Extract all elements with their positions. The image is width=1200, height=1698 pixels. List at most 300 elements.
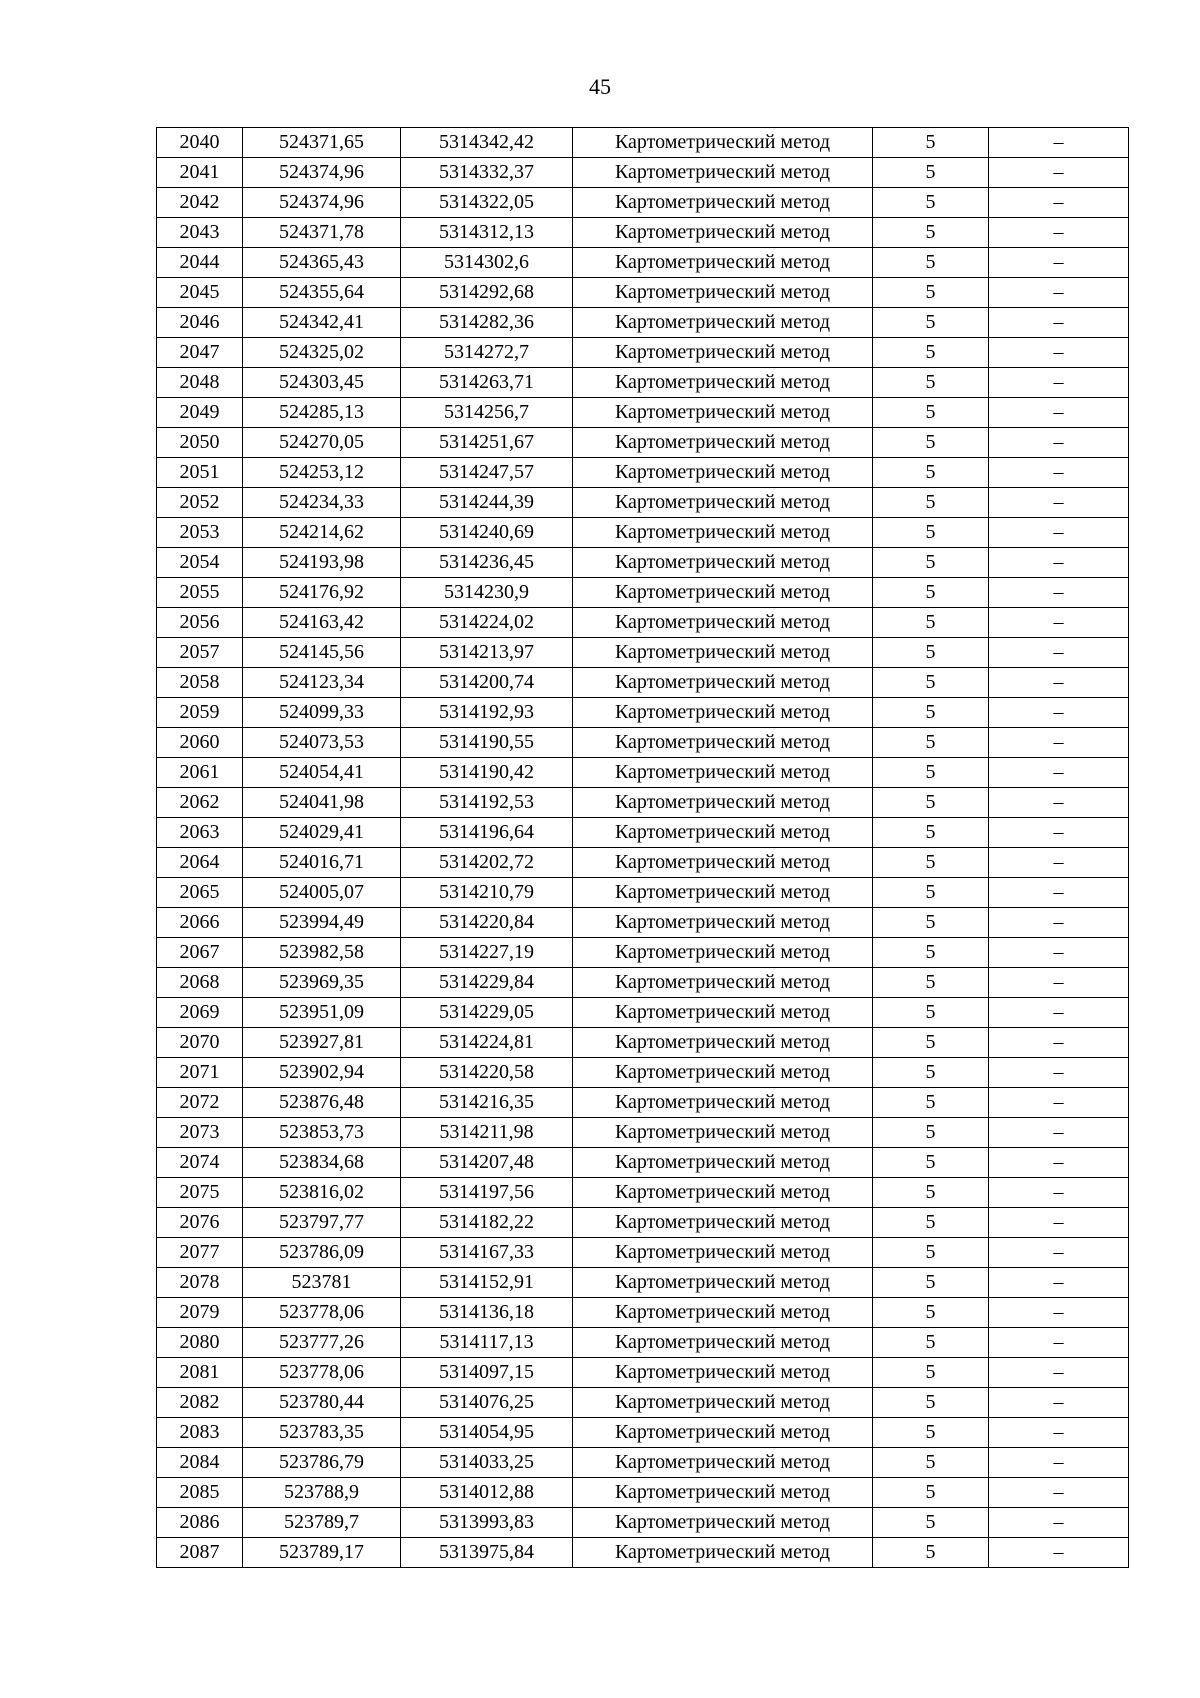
point-number-cell: 2042 [157,188,243,218]
y-coordinate-cell: 5314229,84 [401,968,573,998]
accuracy-cell: 5 [873,908,989,938]
table-row [157,428,1129,458]
y-coordinate-cell: 5314012,88 [401,1478,573,1508]
accuracy-cell: 5 [873,158,989,188]
y-coordinate-cell: 5314227,19 [401,938,573,968]
accuracy-cell: 5 [873,758,989,788]
x-coordinate-cell: 524374,96 [243,188,401,218]
point-number-cell: 2072 [157,1088,243,1118]
note-cell: – [989,788,1129,818]
y-coordinate-cell: 5314256,7 [401,398,573,428]
accuracy-cell: 5 [873,248,989,278]
point-number-cell: 2085 [157,1478,243,1508]
y-coordinate-cell: 5314292,68 [401,278,573,308]
x-coordinate-cell: 524005,07 [243,878,401,908]
table-row [157,188,1129,218]
note-cell: – [989,728,1129,758]
table-row [157,1028,1129,1058]
x-coordinate-cell: 524054,41 [243,758,401,788]
table-row [157,1178,1129,1208]
x-coordinate-cell: 524371,78 [243,218,401,248]
y-coordinate-cell: 5314229,05 [401,998,573,1028]
method-cell: Картометрический метод [573,248,873,278]
method-cell: Картометрический метод [573,158,873,188]
x-coordinate-cell: 524029,41 [243,818,401,848]
method-cell: Картометрический метод [573,1538,873,1568]
table-row [157,1508,1129,1538]
table-row [157,458,1129,488]
method-cell: Картометрический метод [573,518,873,548]
method-cell: Картометрический метод [573,578,873,608]
x-coordinate-cell: 524176,92 [243,578,401,608]
x-coordinate-cell: 523780,44 [243,1388,401,1418]
note-cell: – [989,968,1129,998]
accuracy-cell: 5 [873,1358,989,1388]
point-number-cell: 2053 [157,518,243,548]
x-coordinate-cell: 524374,96 [243,158,401,188]
note-cell: – [989,338,1129,368]
note-cell: – [989,548,1129,578]
table-row [157,1058,1129,1088]
table-row [157,1088,1129,1118]
x-coordinate-cell: 524016,71 [243,848,401,878]
y-coordinate-cell: 5314263,71 [401,368,573,398]
x-coordinate-cell: 524253,12 [243,458,401,488]
table-row [157,1388,1129,1418]
y-coordinate-cell: 5314192,53 [401,788,573,818]
note-cell: – [989,1238,1129,1268]
method-cell: Картометрический метод [573,1118,873,1148]
point-number-cell: 2040 [157,128,243,158]
point-number-cell: 2084 [157,1448,243,1478]
x-coordinate-cell: 523777,26 [243,1328,401,1358]
method-cell: Картометрический метод [573,1208,873,1238]
note-cell: – [989,398,1129,428]
x-coordinate-cell: 523927,81 [243,1028,401,1058]
table-row [157,818,1129,848]
method-cell: Картометрический метод [573,1028,873,1058]
method-cell: Картометрический метод [573,218,873,248]
method-cell: Картометрический метод [573,398,873,428]
note-cell: – [989,368,1129,398]
y-coordinate-cell: 5314136,18 [401,1298,573,1328]
x-coordinate-cell: 523876,48 [243,1088,401,1118]
accuracy-cell: 5 [873,788,989,818]
accuracy-cell: 5 [873,548,989,578]
method-cell: Картометрический метод [573,188,873,218]
method-cell: Картометрический метод [573,608,873,638]
y-coordinate-cell: 5314076,25 [401,1388,573,1418]
table-row [157,248,1129,278]
table-row [157,728,1129,758]
note-cell: – [989,458,1129,488]
point-number-cell: 2087 [157,1538,243,1568]
point-number-cell: 2075 [157,1178,243,1208]
accuracy-cell: 5 [873,1448,989,1478]
method-cell: Картометрический метод [573,968,873,998]
accuracy-cell: 5 [873,1478,989,1508]
y-coordinate-cell: 5313975,84 [401,1538,573,1568]
point-number-cell: 2054 [157,548,243,578]
method-cell: Картометрический метод [573,1478,873,1508]
x-coordinate-cell: 524193,98 [243,548,401,578]
accuracy-cell: 5 [873,188,989,218]
point-number-cell: 2070 [157,1028,243,1058]
x-coordinate-cell: 523994,49 [243,908,401,938]
table-row [157,1538,1129,1568]
y-coordinate-cell: 5314190,55 [401,728,573,758]
point-number-cell: 2058 [157,668,243,698]
x-coordinate-cell: 523951,09 [243,998,401,1028]
y-coordinate-cell: 5314190,42 [401,758,573,788]
point-number-cell: 2045 [157,278,243,308]
x-coordinate-cell: 523786,09 [243,1238,401,1268]
point-number-cell: 2059 [157,698,243,728]
y-coordinate-cell: 5314272,7 [401,338,573,368]
x-coordinate-cell: 524234,33 [243,488,401,518]
accuracy-cell: 5 [873,278,989,308]
table-row [157,1238,1129,1268]
method-cell: Картометрический метод [573,638,873,668]
point-number-cell: 2057 [157,638,243,668]
table-row [157,1208,1129,1238]
note-cell: – [989,608,1129,638]
accuracy-cell: 5 [873,1268,989,1298]
y-coordinate-cell: 5314210,79 [401,878,573,908]
y-coordinate-cell: 5314220,84 [401,908,573,938]
x-coordinate-cell: 524365,43 [243,248,401,278]
table-row [157,338,1129,368]
method-cell: Картометрический метод [573,758,873,788]
accuracy-cell: 5 [873,1178,989,1208]
table-row [157,548,1129,578]
method-cell: Картометрический метод [573,368,873,398]
point-number-cell: 2073 [157,1118,243,1148]
method-cell: Картометрический метод [573,728,873,758]
point-number-cell: 2082 [157,1388,243,1418]
note-cell: – [989,758,1129,788]
coordinates-table-body [157,128,1129,1568]
note-cell: – [989,878,1129,908]
method-cell: Картометрический метод [573,1298,873,1328]
table-row [157,398,1129,428]
method-cell: Картометрический метод [573,1238,873,1268]
y-coordinate-cell: 5314220,58 [401,1058,573,1088]
x-coordinate-cell: 524371,65 [243,128,401,158]
table-row [157,278,1129,308]
accuracy-cell: 5 [873,1118,989,1148]
note-cell: – [989,518,1129,548]
point-number-cell: 2077 [157,1238,243,1268]
method-cell: Картометрический метод [573,1508,873,1538]
y-coordinate-cell: 5314182,22 [401,1208,573,1238]
table-row [157,788,1129,818]
method-cell: Картометрический метод [573,848,873,878]
y-coordinate-cell: 5314251,67 [401,428,573,458]
table-row [157,758,1129,788]
table-row [157,998,1129,1028]
y-coordinate-cell: 5314211,98 [401,1118,573,1148]
point-number-cell: 2062 [157,788,243,818]
x-coordinate-cell: 523786,79 [243,1448,401,1478]
note-cell: – [989,638,1129,668]
y-coordinate-cell: 5314312,13 [401,218,573,248]
x-coordinate-cell: 524303,45 [243,368,401,398]
method-cell: Картометрический метод [573,128,873,158]
point-number-cell: 2056 [157,608,243,638]
accuracy-cell: 5 [873,818,989,848]
accuracy-cell: 5 [873,308,989,338]
note-cell: – [989,428,1129,458]
method-cell: Картометрический метод [573,338,873,368]
method-cell: Картометрический метод [573,668,873,698]
x-coordinate-cell: 523982,58 [243,938,401,968]
accuracy-cell: 5 [873,1298,989,1328]
method-cell: Картометрический метод [573,1388,873,1418]
point-number-cell: 2051 [157,458,243,488]
x-coordinate-cell: 524270,05 [243,428,401,458]
method-cell: Картометрический метод [573,908,873,938]
note-cell: – [989,158,1129,188]
page-number: 45 [589,74,611,99]
table-row [157,1328,1129,1358]
note-cell: – [989,1418,1129,1448]
method-cell: Картометрический метод [573,308,873,338]
table-row [157,158,1129,188]
note-cell: – [989,1448,1129,1478]
x-coordinate-cell: 524285,13 [243,398,401,428]
accuracy-cell: 5 [873,638,989,668]
point-number-cell: 2069 [157,998,243,1028]
y-coordinate-cell: 5314167,33 [401,1238,573,1268]
table-row [157,608,1129,638]
note-cell: – [989,1268,1129,1298]
point-number-cell: 2074 [157,1148,243,1178]
method-cell: Картометрический метод [573,1058,873,1088]
point-number-cell: 2041 [157,158,243,188]
point-number-cell: 2079 [157,1298,243,1328]
note-cell: – [989,248,1129,278]
accuracy-cell: 5 [873,968,989,998]
table-row [157,1148,1129,1178]
x-coordinate-cell: 523816,02 [243,1178,401,1208]
table-row [157,518,1129,548]
accuracy-cell: 5 [873,728,989,758]
x-coordinate-cell: 524073,53 [243,728,401,758]
note-cell: – [989,1508,1129,1538]
method-cell: Картометрический метод [573,788,873,818]
point-number-cell: 2083 [157,1418,243,1448]
accuracy-cell: 5 [873,938,989,968]
point-number-cell: 2049 [157,398,243,428]
point-number-cell: 2078 [157,1268,243,1298]
note-cell: – [989,578,1129,608]
accuracy-cell: 5 [873,1538,989,1568]
method-cell: Картометрический метод [573,698,873,728]
table-row [157,1118,1129,1148]
point-number-cell: 2048 [157,368,243,398]
method-cell: Картометрический метод [573,1268,873,1298]
accuracy-cell: 5 [873,398,989,428]
x-coordinate-cell: 524325,02 [243,338,401,368]
x-coordinate-cell: 523788,9 [243,1478,401,1508]
point-number-cell: 2086 [157,1508,243,1538]
note-cell: – [989,1028,1129,1058]
point-number-cell: 2076 [157,1208,243,1238]
table-row [157,368,1129,398]
coordinates-table [156,127,1129,1568]
note-cell: – [989,1178,1129,1208]
x-coordinate-cell: 524214,62 [243,518,401,548]
y-coordinate-cell: 5314213,97 [401,638,573,668]
accuracy-cell: 5 [873,608,989,638]
method-cell: Картометрический метод [573,998,873,1028]
y-coordinate-cell: 5314207,48 [401,1148,573,1178]
point-number-cell: 2063 [157,818,243,848]
y-coordinate-cell: 5314322,05 [401,188,573,218]
method-cell: Картометрический метод [573,278,873,308]
x-coordinate-cell: 523789,7 [243,1508,401,1538]
note-cell: – [989,1208,1129,1238]
y-coordinate-cell: 5314230,9 [401,578,573,608]
y-coordinate-cell: 5314282,36 [401,308,573,338]
table-row [157,1448,1129,1478]
accuracy-cell: 5 [873,128,989,158]
point-number-cell: 2067 [157,938,243,968]
x-coordinate-cell: 523783,35 [243,1418,401,1448]
note-cell: – [989,1328,1129,1358]
accuracy-cell: 5 [873,668,989,698]
table-row [157,1268,1129,1298]
point-number-cell: 2044 [157,248,243,278]
method-cell: Картометрический метод [573,1088,873,1118]
note-cell: – [989,128,1129,158]
accuracy-cell: 5 [873,1328,989,1358]
point-number-cell: 2081 [157,1358,243,1388]
accuracy-cell: 5 [873,1508,989,1538]
table-row [157,878,1129,908]
method-cell: Картометрический метод [573,548,873,578]
y-coordinate-cell: 5314216,35 [401,1088,573,1118]
accuracy-cell: 5 [873,998,989,1028]
accuracy-cell: 5 [873,338,989,368]
method-cell: Картометрический метод [573,1358,873,1388]
y-coordinate-cell: 5314200,74 [401,668,573,698]
note-cell: – [989,698,1129,728]
method-cell: Картометрический метод [573,488,873,518]
y-coordinate-cell: 5314302,6 [401,248,573,278]
table-row [157,698,1129,728]
point-number-cell: 2065 [157,878,243,908]
note-cell: – [989,1358,1129,1388]
y-coordinate-cell: 5314097,15 [401,1358,573,1388]
table-row [157,1478,1129,1508]
x-coordinate-cell: 523789,17 [243,1538,401,1568]
note-cell: – [989,1478,1129,1508]
x-coordinate-cell: 523853,73 [243,1118,401,1148]
note-cell: – [989,1088,1129,1118]
y-coordinate-cell: 5314152,91 [401,1268,573,1298]
point-number-cell: 2080 [157,1328,243,1358]
y-coordinate-cell: 5314033,25 [401,1448,573,1478]
method-cell: Картометрический метод [573,458,873,488]
note-cell: – [989,188,1129,218]
y-coordinate-cell: 5314224,81 [401,1028,573,1058]
point-number-cell: 2052 [157,488,243,518]
accuracy-cell: 5 [873,1238,989,1268]
point-number-cell: 2047 [157,338,243,368]
accuracy-cell: 5 [873,848,989,878]
point-number-cell: 2050 [157,428,243,458]
table-row [157,848,1129,878]
y-coordinate-cell: 5314247,57 [401,458,573,488]
x-coordinate-cell: 524145,56 [243,638,401,668]
note-cell: – [989,908,1129,938]
table-row [157,218,1129,248]
note-cell: – [989,1538,1129,1568]
x-coordinate-cell: 523834,68 [243,1148,401,1178]
method-cell: Картометрический метод [573,1148,873,1178]
note-cell: – [989,1148,1129,1178]
accuracy-cell: 5 [873,1088,989,1118]
point-number-cell: 2046 [157,308,243,338]
note-cell: – [989,998,1129,1028]
note-cell: – [989,848,1129,878]
y-coordinate-cell: 5314236,45 [401,548,573,578]
accuracy-cell: 5 [873,1148,989,1178]
note-cell: – [989,1388,1129,1418]
y-coordinate-cell: 5314332,37 [401,158,573,188]
method-cell: Картометрический метод [573,1178,873,1208]
y-coordinate-cell: 5314240,69 [401,518,573,548]
method-cell: Картометрический метод [573,938,873,968]
accuracy-cell: 5 [873,1418,989,1448]
x-coordinate-cell: 524041,98 [243,788,401,818]
accuracy-cell: 5 [873,518,989,548]
y-coordinate-cell: 5314224,02 [401,608,573,638]
method-cell: Картометрический метод [573,1448,873,1478]
table-row [157,968,1129,998]
note-cell: – [989,818,1129,848]
point-number-cell: 2055 [157,578,243,608]
method-cell: Картометрический метод [573,428,873,458]
y-coordinate-cell: 5314054,95 [401,1418,573,1448]
accuracy-cell: 5 [873,428,989,458]
method-cell: Картометрический метод [573,878,873,908]
table-row [157,128,1129,158]
table-row [157,1358,1129,1388]
accuracy-cell: 5 [873,698,989,728]
y-coordinate-cell: 5314244,39 [401,488,573,518]
y-coordinate-cell: 5314342,42 [401,128,573,158]
x-coordinate-cell: 523969,35 [243,968,401,998]
accuracy-cell: 5 [873,1208,989,1238]
table-row [157,908,1129,938]
method-cell: Картометрический метод [573,1418,873,1448]
y-coordinate-cell: 5314197,56 [401,1178,573,1208]
table-row [157,1418,1129,1448]
accuracy-cell: 5 [873,1028,989,1058]
accuracy-cell: 5 [873,488,989,518]
point-number-cell: 2068 [157,968,243,998]
x-coordinate-cell: 523778,06 [243,1298,401,1328]
accuracy-cell: 5 [873,218,989,248]
x-coordinate-cell: 524355,64 [243,278,401,308]
note-cell: – [989,218,1129,248]
x-coordinate-cell: 524099,33 [243,698,401,728]
table-row [157,308,1129,338]
method-cell: Картометрический метод [573,1328,873,1358]
